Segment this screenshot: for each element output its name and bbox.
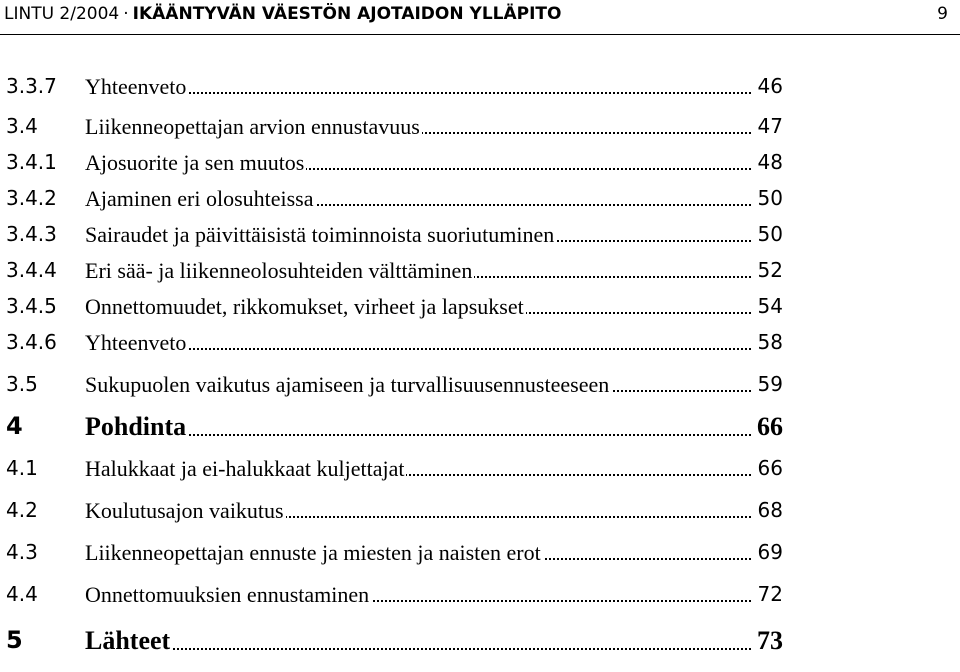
toc-entry[interactable] [0, 582, 960, 610]
toc-entry-page: 50 [753, 186, 783, 210]
toc-entry-page: 52 [753, 258, 783, 282]
toc-entry-number: 3.4 [6, 114, 38, 138]
toc-entry-page: 46 [753, 74, 783, 98]
toc-entry-title: Sairaudet ja päivittäisistä toiminnoista suoriutuminen [85, 222, 555, 247]
toc-entry-title: Pohdinta [85, 412, 187, 441]
toc-entry-page: 66 [753, 456, 783, 480]
toc-entry-page: 66 [753, 412, 783, 442]
toc-entry-title: Sukupuolen vaikutus ajamiseen ja turvallisuusennusteeseen [85, 372, 610, 397]
header-text [4, 4, 561, 24]
toc-entry-title: Lähteet [85, 626, 171, 655]
toc-entry-title: Yhteenveto [85, 330, 187, 355]
toc-entry[interactable] [0, 258, 960, 286]
toc-entry[interactable] [0, 186, 960, 214]
toc-entry-title: Onnettomuuksien ennustaminen [85, 582, 370, 607]
toc-entry-number: 3.4.4 [6, 258, 57, 282]
toc-entry-title: Koulutusajon vaikutus [85, 498, 284, 523]
toc-dot-leader [85, 434, 775, 436]
page-number: 9 [937, 4, 948, 24]
toc-entry-chapter[interactable] [0, 412, 960, 440]
toc-entry-number: 4.2 [6, 498, 38, 522]
toc-entry-number: 5 [6, 626, 23, 654]
toc-entry[interactable] [0, 114, 960, 142]
toc-entry-page: 50 [753, 222, 783, 246]
toc-entry-title: Eri sää- ja liikenneolosuhteiden välttäminen [85, 258, 473, 283]
toc-entry-chapter[interactable] [0, 626, 960, 654]
toc-entry-number: 4 [6, 412, 23, 440]
toc-entry[interactable] [0, 150, 960, 178]
toc-entry-number: 3.4.5 [6, 294, 57, 318]
toc-entry-title: Yhteenveto [85, 74, 187, 99]
toc-dot-leader [85, 348, 775, 350]
header-rule [0, 34, 960, 35]
toc-entry-title: Ajaminen eri olosuhteissa [85, 186, 314, 211]
toc-dot-leader [85, 648, 775, 650]
toc-entry[interactable] [0, 74, 960, 102]
toc-entry-title: Onnettomuudet, rikkomukset, virheet ja lapsukset [85, 294, 524, 319]
toc-entry-page: 59 [753, 372, 783, 396]
toc-entry-page: 69 [753, 540, 783, 564]
toc-dot-leader [85, 92, 775, 94]
toc-entry-number: 3.5 [6, 372, 38, 396]
toc-entry-number: 3.4.1 [6, 150, 57, 174]
toc-entry-page: 48 [753, 150, 783, 174]
toc-entry[interactable] [0, 294, 960, 322]
header-title: IKÄÄNTYVÄN VÄESTÖN AJOTAIDON YLLÄPITO [132, 4, 562, 24]
toc-entry-page: 58 [753, 330, 783, 354]
toc-entry-number: 3.4.6 [6, 330, 57, 354]
toc-entry-number: 4.4 [6, 582, 38, 606]
toc-entry-number: 4.1 [6, 456, 38, 480]
toc-entry-page: 73 [753, 626, 783, 656]
toc-entry-page: 68 [753, 498, 783, 522]
toc-entry-page: 54 [753, 294, 783, 318]
toc-entry-number: 3.4.3 [6, 222, 57, 246]
toc-entry-page: 47 [753, 114, 783, 138]
toc-entry-number: 3.4.2 [6, 186, 57, 210]
toc-entry-number: 3.3.7 [6, 74, 57, 98]
header-separator: · [123, 4, 129, 24]
toc-entry-title: Ajosuorite ja sen muutos [85, 150, 305, 175]
toc-entry-title: Liikenneopettajan arvion ennustavuus [85, 114, 420, 139]
toc-entry-title: Liikenneopettajan ennuste ja miesten ja naisten erot [85, 540, 541, 565]
running-header [0, 0, 960, 36]
toc-entry-page: 72 [753, 582, 783, 606]
toc-entry[interactable] [0, 498, 960, 526]
toc-entry[interactable] [0, 456, 960, 484]
toc-entry[interactable] [0, 222, 960, 250]
toc-entry-title: Halukkaat ja ei-halukkaat kuljettajat [85, 456, 405, 481]
toc-entry[interactable] [0, 372, 960, 400]
toc-entry-number: 4.3 [6, 540, 38, 564]
toc-entry[interactable] [0, 330, 960, 358]
toc-entry[interactable] [0, 540, 960, 568]
header-issue: LINTU 2/2004 [4, 4, 120, 24]
